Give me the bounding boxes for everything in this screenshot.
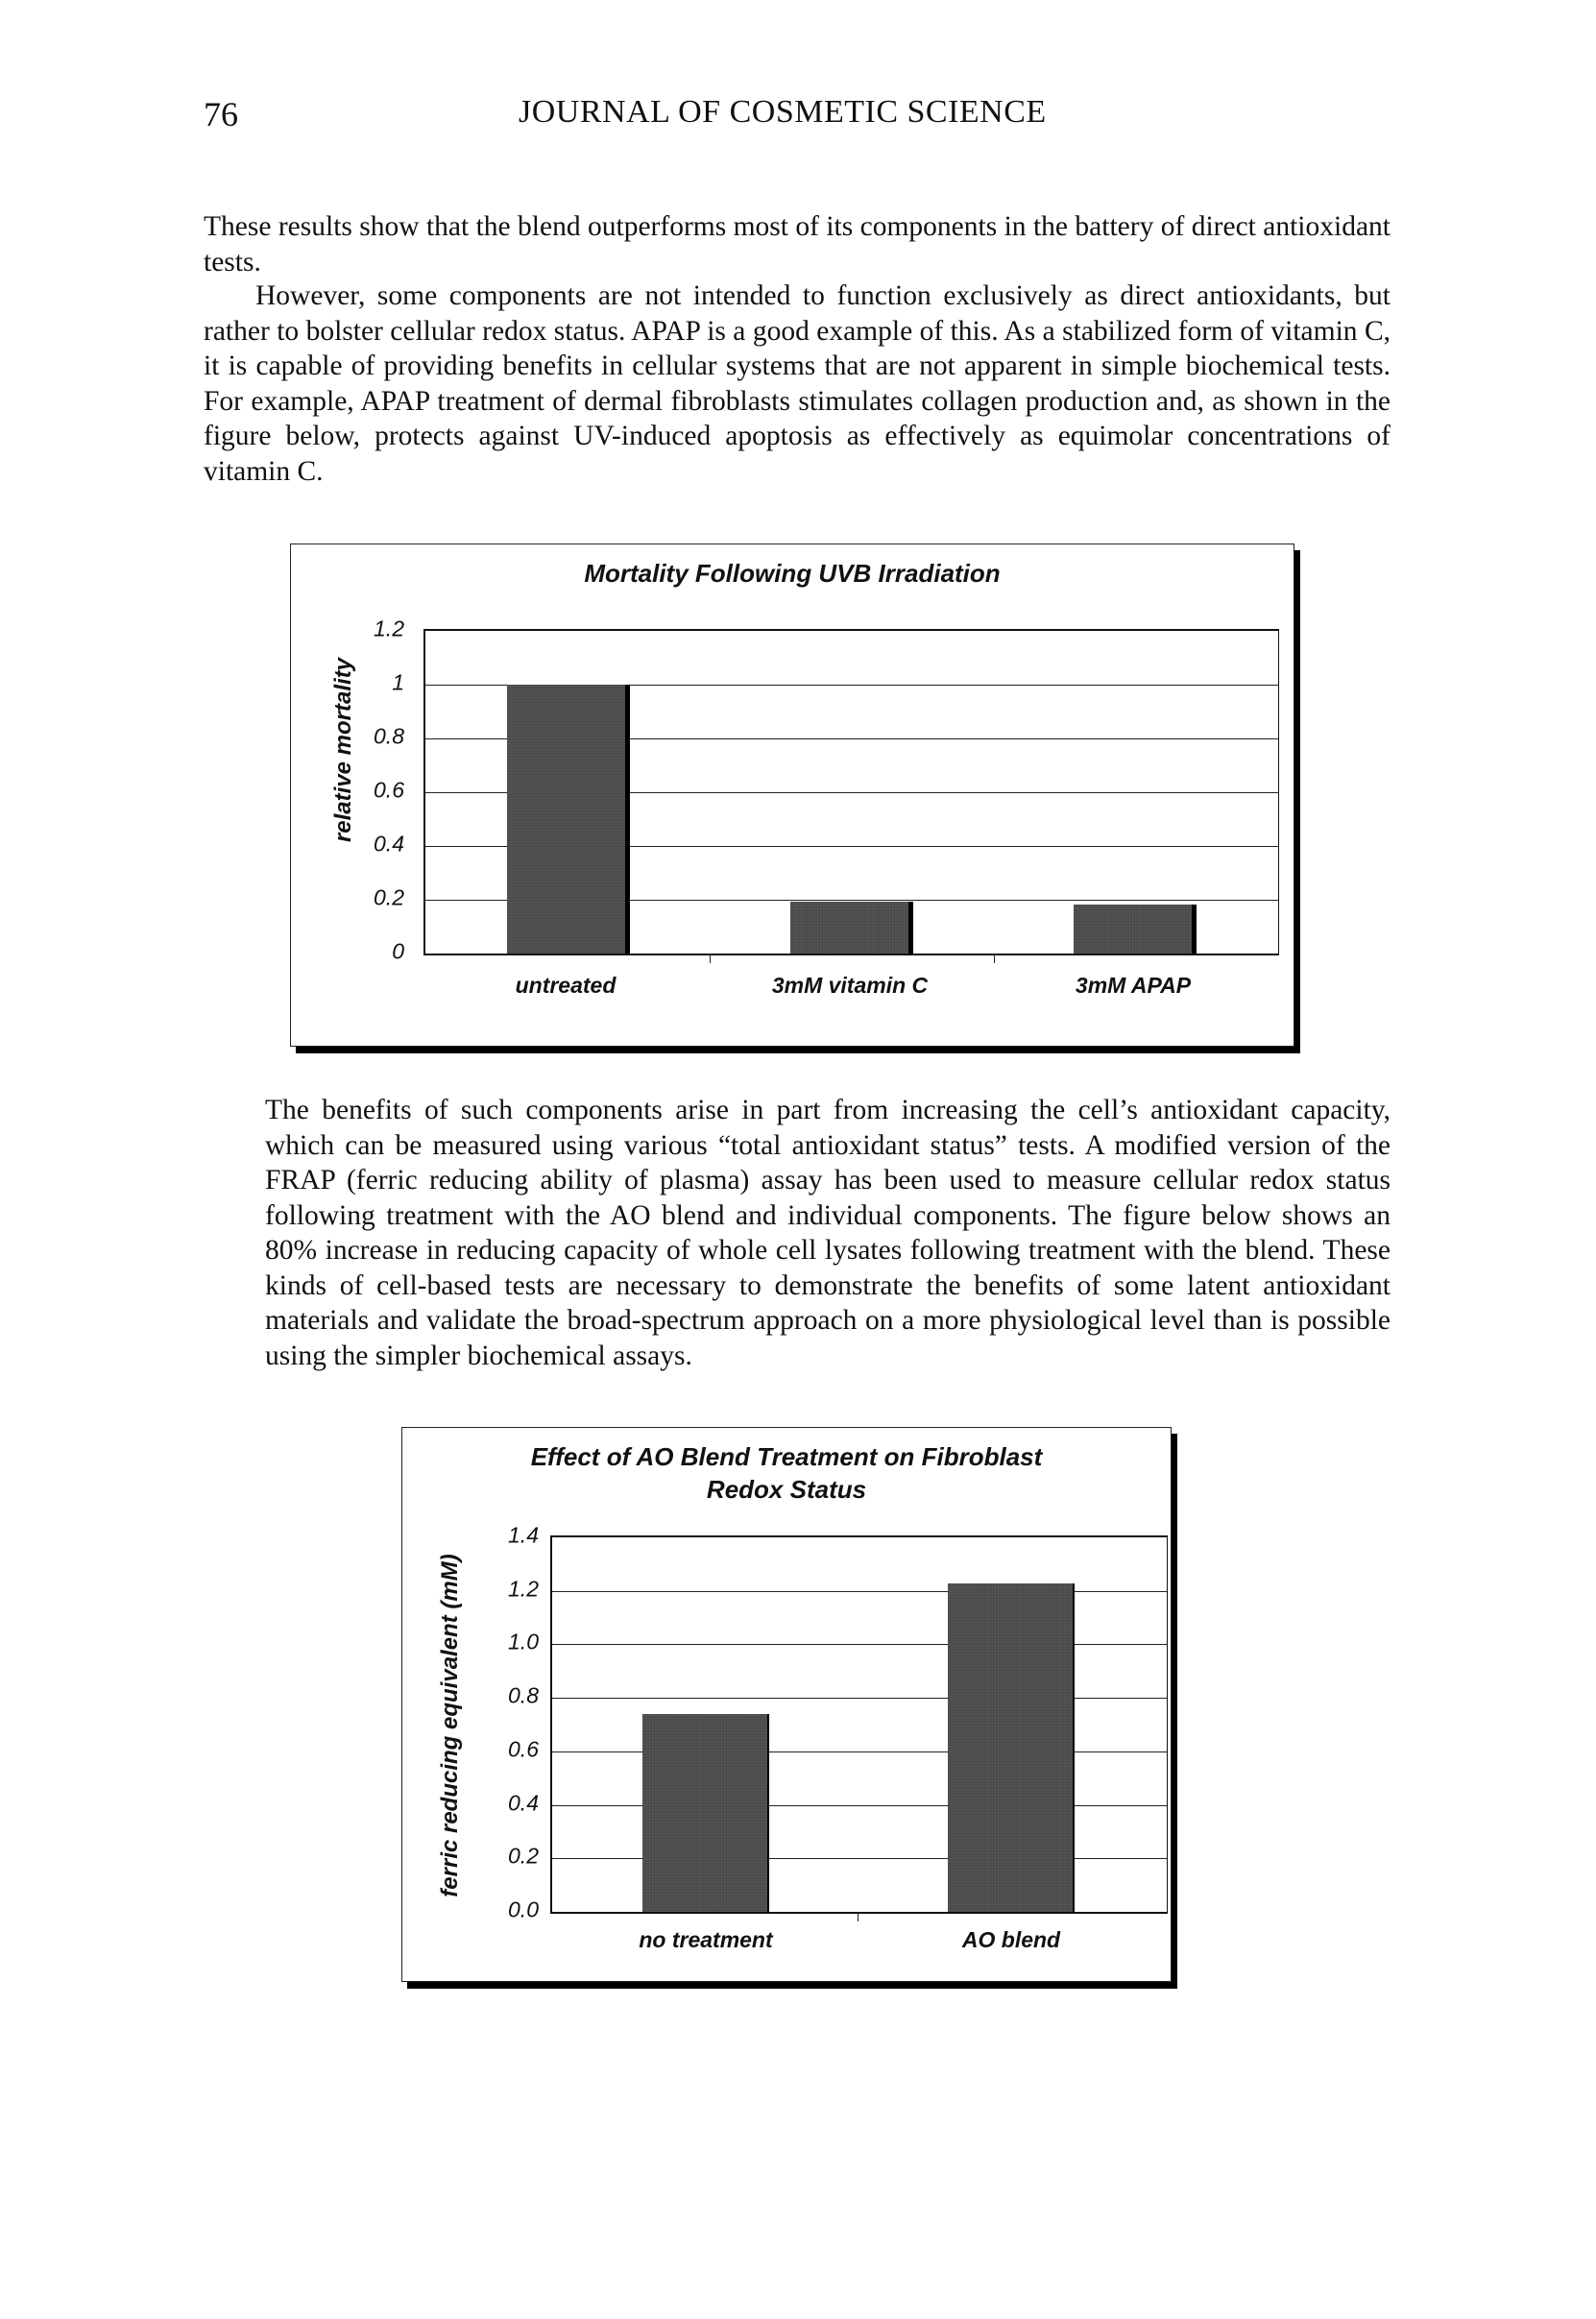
ytick: 1.2 <box>508 1576 539 1602</box>
xlabel-no-treatment: no treatment <box>639 1927 773 1952</box>
xlabel-ao-blend: AO blend <box>961 1927 1061 1952</box>
ytick: 0.8 <box>374 723 404 749</box>
bar-ao-blend <box>948 1583 1075 1912</box>
xlabel-vitamin-c: 3mM vitamin C <box>771 973 929 998</box>
ytick: 0.4 <box>508 1790 539 1816</box>
figure-redox-title-line1: Effect of AO Blend Treatment on Fibroblast <box>530 1442 1043 1471</box>
gridline <box>552 1591 1167 1592</box>
ytick: 0.4 <box>374 831 404 857</box>
figure-mortality-title: Mortality Following UVB Irradiation <box>584 559 1001 588</box>
ytick: 0 <box>392 938 404 964</box>
ytick: 1.2 <box>374 616 404 641</box>
figure-mortality-ylabel: relative mortality <box>330 657 356 843</box>
paragraph-apap: However, some components are not intended to function exclusively as direct antioxidants, but rather to bolster cellular redox status. APAP is a good example of this. As a stabilized form of vitamin C, it is capable of providing benefits in cellular systems that are not apparent in simple biochemical tests. For example, APAP treatment of dermal fibroblasts stimulates collagen production and, as shown in the figure below, protects against UV-induced apoptosis as effectively as equimolar concentrations of vitamin C. <box>204 280 1390 487</box>
page-number: 76 <box>204 95 238 133</box>
ytick: 1.4 <box>508 1522 539 1548</box>
ytick: 0.8 <box>508 1682 539 1708</box>
xlabel-untreated: untreated <box>515 973 617 998</box>
bar-untreated <box>507 685 630 954</box>
paragraph-results: These results show that the blend outperforms most of its components in the battery of direct antioxidant tests. <box>204 211 1390 278</box>
ytick: 0.2 <box>508 1843 539 1869</box>
paragraph-frap: The benefits of such components arise in part from increasing the cell’s antioxidant capacity, which can be measured using various “total antioxidant status” tests. A modified version of the FRAP (ferric reducing ability of plasma) assay has been used to measure cellular redox status following treatment with the AO blend and individual components. The figure below shows an 80% increase in reducing capacity of whole cell lysates following treatment with the blend. These kinds of cell-based tests are necessary to demonstrate the benefits of some latent antioxidant materials and validate the broad-spectrum approach on a more physiological level than is possible using the simpler biochemical assays. <box>265 1095 1390 1371</box>
xlabel-apap: 3mM APAP <box>1075 973 1192 998</box>
running-head: JOURNAL OF COSMETIC SCIENCE <box>519 94 1047 130</box>
ytick: 0.6 <box>374 777 404 803</box>
figure-mortality <box>290 544 1294 1047</box>
ytick: 0.6 <box>508 1736 539 1762</box>
figure-redox-ylabel: ferric reducing equivalent (mM) <box>437 1554 463 1897</box>
figure-redox-title-line2: Redox Status <box>706 1475 867 1504</box>
bar-apap <box>1074 905 1197 954</box>
bar-vitamin-c <box>790 902 913 954</box>
gridline <box>552 1644 1167 1645</box>
bar-no-treatment <box>642 1714 769 1912</box>
figure-redox <box>401 1427 1172 1982</box>
ytick: 0.2 <box>374 884 404 910</box>
figure-mortality-plot-area <box>423 629 1279 955</box>
figure-redox-plot-area <box>550 1535 1168 1914</box>
ytick: 1.0 <box>508 1629 539 1655</box>
ytick: 1 <box>392 669 404 695</box>
gridline <box>552 1698 1167 1699</box>
ytick: 0.0 <box>508 1896 539 1922</box>
xtick-mark <box>710 954 711 963</box>
xtick-mark <box>994 954 995 963</box>
